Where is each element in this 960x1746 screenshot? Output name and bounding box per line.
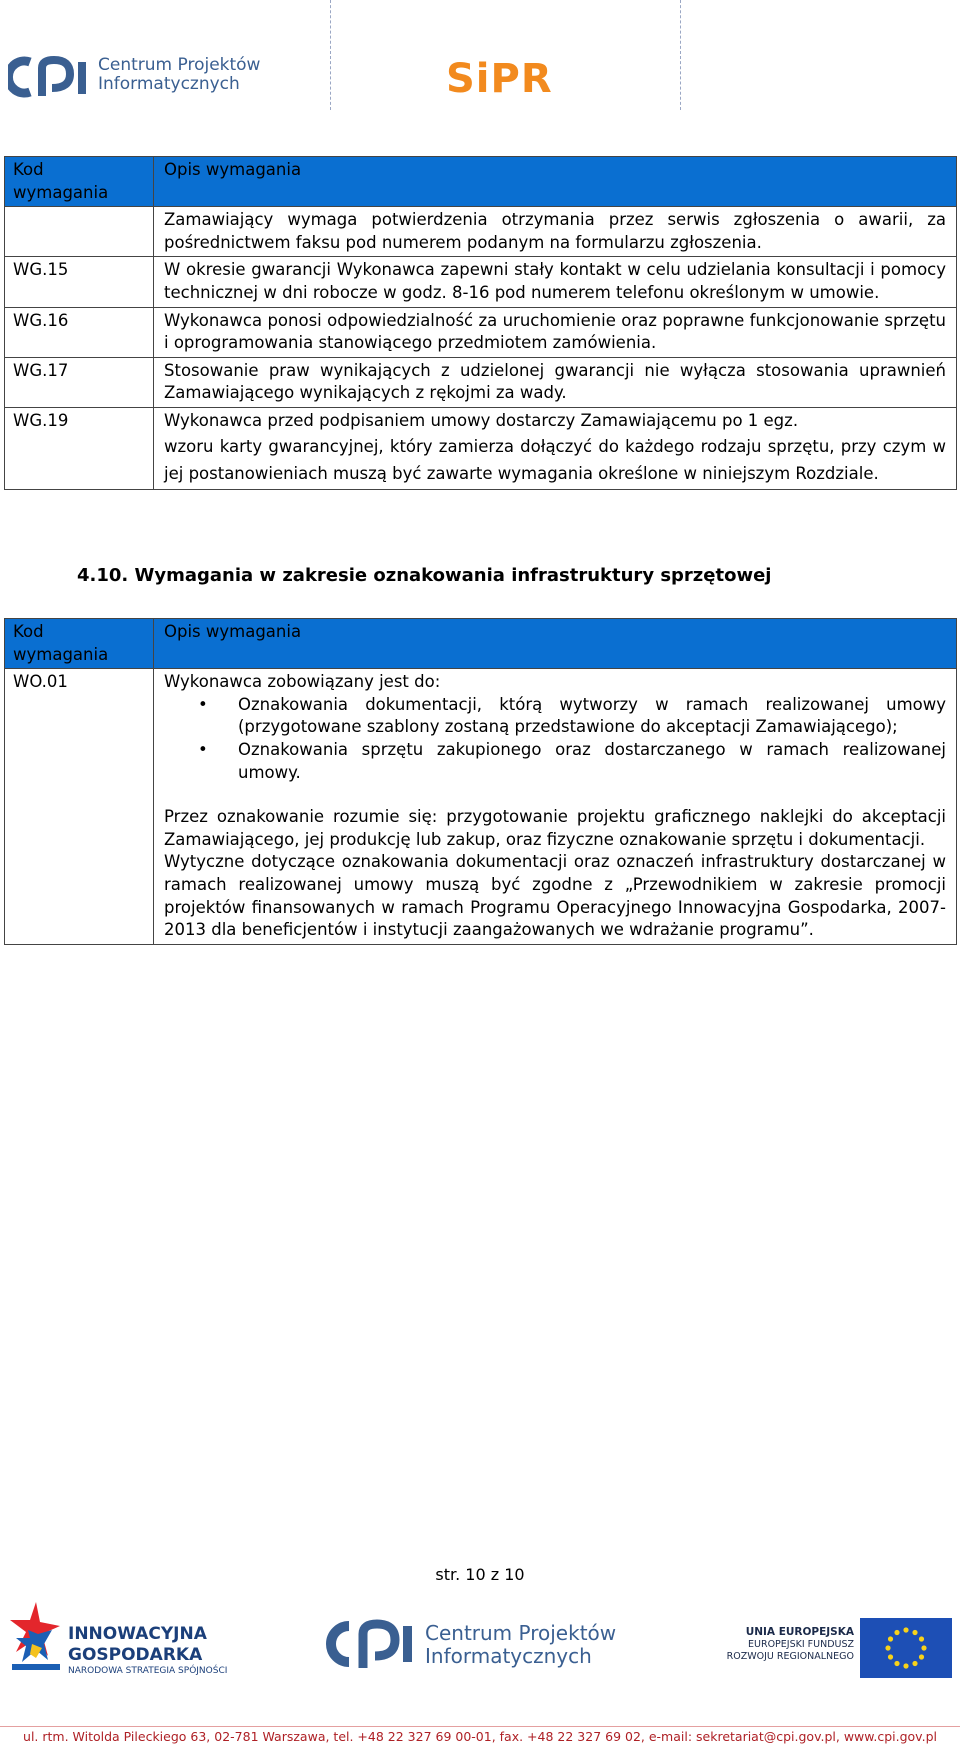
row-paragraph-1: Przez oznakowanie rozumie się: przygotowanie projektu graficznego naklejki do akceptacji Zamawiającego, jej produkcję lub zakup, oraz fizyczne oznakowanie sprzętu i dokumentacji. xyxy=(164,807,946,849)
footer-address: ul. rtm. Witolda Pileckiego 63, 02-781 Warszawa, tel. +48 22 327 69 00-01, fax. +48 22 327 69 02, e-mail: sekretariat@cpi.gov.pl, www.cpi.gov.pl xyxy=(23,1729,937,1744)
row-intro: Wykonawca zobowiązany jest do: xyxy=(164,672,441,692)
row-code: WG.15 xyxy=(5,257,154,307)
eu-logo-text xyxy=(726,1626,854,1663)
table-header-row xyxy=(5,619,957,669)
row-paragraph-2: Wytyczne dotyczące oznakowania dokumentacji oraz oznaczeń infrastruktury dostarczanej w ramach realizowanej umowy muszą być zgodne z „Przewodnikiem w zakresie promocji projektów finansowanych w ramach Programu Operacyjnego Innowacyjna Gospodarka, 2007-2013 dla beneficjentów i instytucji zaangażowanych we wdrażanie programu”. xyxy=(164,852,946,940)
header-divider-left xyxy=(330,0,331,110)
ig-logo-subtitle: NARODOWA STRATEGIA SPÓJNOŚCI xyxy=(68,1666,228,1676)
eu-logo-line1: UNIA EUROPEJSKA xyxy=(745,1626,854,1638)
header-divider-right xyxy=(680,0,681,110)
row-code xyxy=(5,207,154,257)
row-desc xyxy=(154,669,957,945)
cpi-logo-mark xyxy=(8,54,94,100)
table-row xyxy=(5,407,957,489)
header-code-cell: Kod wymagania xyxy=(5,157,154,207)
footer-divider xyxy=(0,1726,960,1727)
header-desc-cell: Opis wymagania xyxy=(154,157,957,207)
row-desc xyxy=(154,407,957,489)
innowacyjna-gospodarka-logo xyxy=(8,1600,228,1678)
ig-logo-line2: GOSPODARKA xyxy=(68,1645,203,1665)
cpi-footer-logo xyxy=(325,1618,625,1678)
row-code: WO.01 xyxy=(5,669,154,945)
header-code-cell: Kod wymagania xyxy=(5,619,154,669)
ig-logo-line1: INNOWACYJNA xyxy=(68,1624,207,1644)
row-code: WG.19 xyxy=(5,407,154,489)
cpi-footer-logo-mark xyxy=(325,1618,421,1672)
cpi-footer-logo-text xyxy=(425,1622,616,1668)
cpi-footer-line2: Informatycznych xyxy=(425,1644,592,1668)
row-desc-rest: wzoru karty gwarancyjnej, który zamierza dołączyć do każdego rodzaju sprzętu, przy czym w jej postanowieniach muszą być zawarte wymagania określone w niniejszym Rozdziale. xyxy=(164,436,946,483)
section-title: 4.10. Wymagania w zakresie oznakowania infrastruktury sprzętowej xyxy=(77,565,772,586)
eu-logo-line3: ROZWOJU REGIONALNEGO xyxy=(726,1651,854,1662)
cpi-logo-line2: Informatycznych xyxy=(98,74,240,94)
table-row xyxy=(5,669,957,945)
row-desc: W okresie gwarancji Wykonawca zapewni stały kontakt w celu udzielania konsultacji i pomocy technicznej w dni robocze w godz. 8-16 pod numerem telefonu określonym w umowie. xyxy=(154,257,957,307)
row-desc-line1: Wykonawca przed podpisaniem umowy dostarczy Zamawiającemu po 1 egz. xyxy=(164,410,799,430)
eu-flag-icon xyxy=(860,1618,952,1678)
row-code: WG.17 xyxy=(5,357,154,407)
page-header xyxy=(0,0,960,112)
row-desc: Stosowanie praw wynikających z udzielonej gwarancji nie wyłącza stosowania uprawnień Zamawiającego wynikających z rękojmi za wady. xyxy=(154,357,957,407)
table-row xyxy=(5,257,957,307)
row-code: WG.16 xyxy=(5,307,154,357)
ig-logo-title xyxy=(68,1624,207,1666)
eu-logo-line2: EUROPEJSKI FUNDUSZ xyxy=(748,1639,854,1650)
row-desc: Zamawiający wymaga potwierdzenia otrzymania przez serwis zgłoszenia o awarii, za pośrednictwem faksu pod numerem podanym na formularzu zgłoszenia. xyxy=(154,207,957,257)
cpi-logo-text xyxy=(98,56,260,94)
table-header-row xyxy=(5,157,957,207)
sipr-logo xyxy=(446,56,566,106)
cpi-footer-line1: Centrum Projektów xyxy=(425,1621,617,1645)
requirement-bullet-list xyxy=(164,694,946,784)
table-row xyxy=(5,357,957,407)
cpi-logo xyxy=(8,50,270,110)
footer-logos xyxy=(0,1600,960,1690)
cpi-logo-line1: Centrum Projektów xyxy=(98,55,261,75)
list-item: • Oznakowania dokumentacji, którą wytworzy w ramach realizowanej umowy (przygotowane szablony zostaną przedstawione do akceptacji Zamawiającego); xyxy=(238,694,946,739)
row-desc: Wykonawca ponosi odpowiedzialność za uruchomienie oraz poprawne funkcjonowanie sprzętu i oprogramowania stanowiącego przedmiotem zamówienia. xyxy=(154,307,957,357)
eu-fund-logo xyxy=(726,1618,958,1678)
page-number: str. 10 z 10 xyxy=(435,1565,525,1584)
table-row xyxy=(5,207,957,257)
ig-logo-emblem xyxy=(8,1600,64,1678)
sipr-logo-text: SiPR xyxy=(446,56,553,102)
labeling-requirements-table xyxy=(4,618,957,945)
header-desc-cell: Opis wymagania xyxy=(154,619,957,669)
warranty-requirements-table xyxy=(4,156,957,490)
spacer xyxy=(164,784,946,806)
list-item: • Oznakowania sprzętu zakupionego oraz dostarczanego w ramach realizowanej umowy. xyxy=(238,739,946,784)
table-row xyxy=(5,307,957,357)
